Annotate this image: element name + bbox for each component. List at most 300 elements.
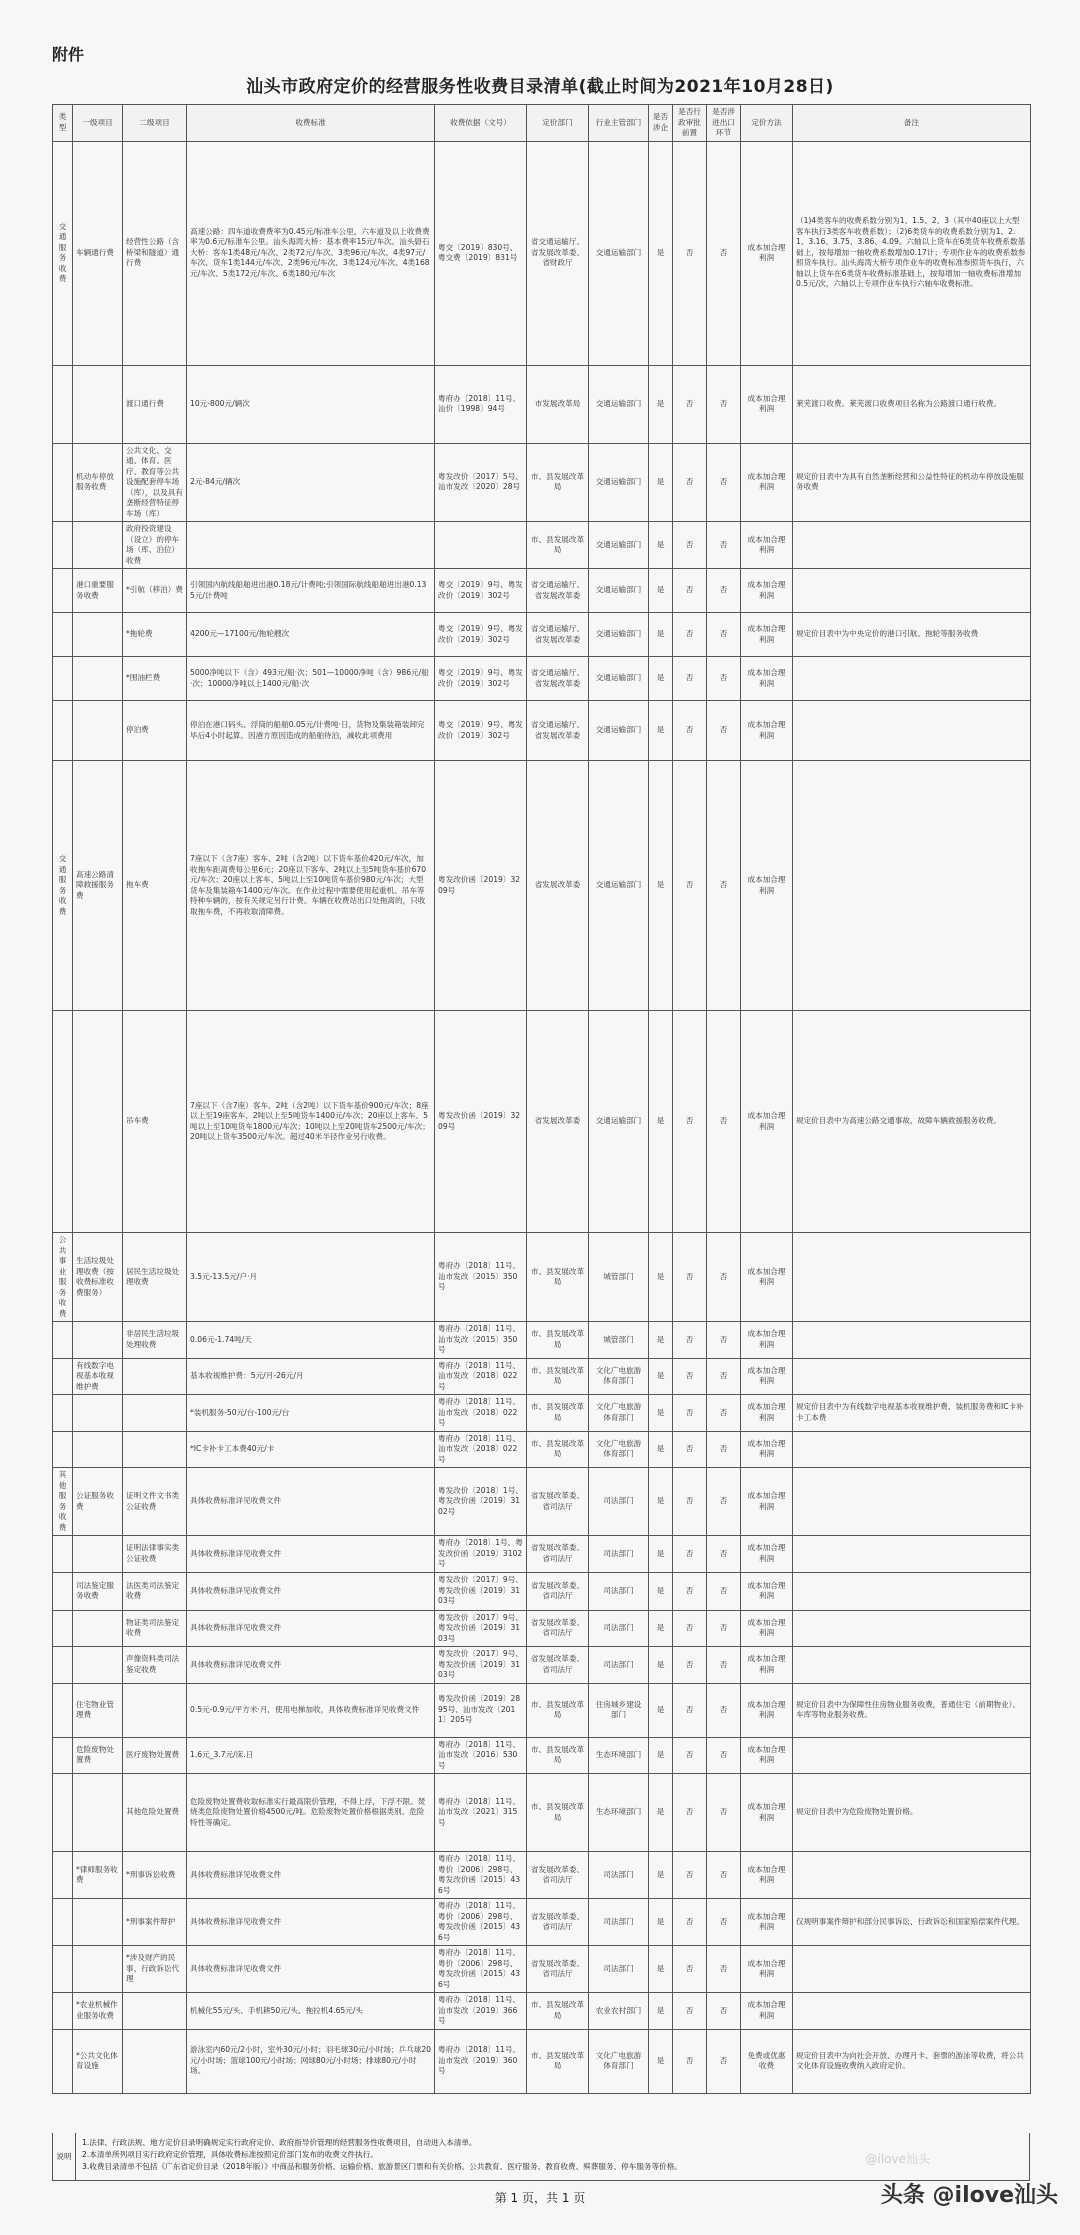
cell-basis: 粤发改价〔2018〕1号、粤发改价函〔2019〕3102号 — [435, 1468, 527, 1536]
cell-e1: 是 — [649, 1946, 673, 1993]
fee-table — [52, 104, 1031, 2094]
cell-e1: 是 — [649, 1468, 673, 1536]
cell-dept: 市、县发展改革局 — [527, 1322, 589, 1359]
cell-type — [53, 1536, 73, 1573]
cell-type — [53, 657, 73, 701]
cell-method: 成本加合理利润 — [741, 1395, 793, 1432]
cell-note — [793, 1322, 1031, 1359]
cell-basis: 粤交〔2019〕830号、粤交费〔2019〕831号 — [435, 141, 527, 365]
cell-basis: 粤交〔2019〕9号、粤发改价〔2019〕302号 — [435, 701, 527, 761]
cell-l1 — [73, 1431, 123, 1468]
cell-l2: 政府投资建设（设立）的停车场（库、泊位）收费 — [123, 522, 187, 569]
cell-e2: 否 — [673, 1993, 707, 2030]
cell-note: 规定价目表中为中央定价的港口引航、拖轮等服务收费 — [793, 613, 1031, 657]
watermark-faint: @ilove汕头 — [865, 2152, 930, 2166]
cell-l2: *引航（移泊）费 — [123, 569, 187, 613]
cell-e2: 否 — [673, 1647, 707, 1684]
table-row — [53, 1993, 1031, 2030]
cell-note — [793, 1852, 1031, 1899]
cell-e2: 否 — [673, 657, 707, 701]
cell-dept: 省发展改革委、省司法厅 — [527, 1946, 589, 1993]
cell-basis: 粤府办〔2018〕11号、粤价〔2006〕298号、粤发改价函〔2015〕436号 — [435, 1946, 527, 1993]
cell-e2: 否 — [673, 443, 707, 522]
header-cell: 行业主管部门 — [589, 105, 649, 142]
cell-dept: 省发展改革委 — [527, 761, 589, 1011]
header-cell: 定价部门 — [527, 105, 589, 142]
cell-method: 成本加合理利润 — [741, 1993, 793, 2030]
cell-l1: 司法鉴定服务收费 — [73, 1572, 123, 1610]
cell-type — [53, 1322, 73, 1359]
cell-dept: 省发展改革委、省司法厅 — [527, 1610, 589, 1647]
cell-ind: 司法部门 — [589, 1536, 649, 1573]
cell-l1 — [73, 701, 123, 761]
cell-type: 其他服务收费 — [53, 1468, 73, 1536]
cell-l1 — [73, 1395, 123, 1432]
table-row — [53, 443, 1031, 522]
cell-basis: 粤发改价〔2017〕5号、汕市发改〔2020〕28号 — [435, 443, 527, 522]
cell-ind: 交通运输部门 — [589, 522, 649, 569]
cell-l2: 法医类司法鉴定收费 — [123, 1572, 187, 1610]
cell-ind: 司法部门 — [589, 1610, 649, 1647]
table-row — [53, 701, 1031, 761]
cell-note: 莱芜渡口收费。莱芜渡口收费项目名称为公路渡口通行收费。 — [793, 365, 1031, 443]
cell-note — [793, 1431, 1031, 1468]
cell-method: 成本加合理利润 — [741, 613, 793, 657]
cell-method: 成本加合理利润 — [741, 1737, 793, 1774]
cell-e1: 是 — [649, 1683, 673, 1737]
cell-basis: 粤交〔2019〕9号、粤发改价〔2019〕302号 — [435, 569, 527, 613]
cell-e1: 是 — [649, 1358, 673, 1395]
cell-std — [187, 522, 435, 569]
cell-l1 — [73, 1647, 123, 1684]
page-title: 汕头市政府定价的经营服务性收费目录清单(截止时间为2021年10月28日) — [246, 77, 834, 97]
cell-e1: 是 — [649, 2029, 673, 2093]
cell-basis: 粤府办〔2018〕11号、粤价〔2006〕298号、粤发改价函〔2015〕436号 — [435, 1852, 527, 1899]
cell-note — [793, 1610, 1031, 1647]
cell-ind: 交通运输部门 — [589, 569, 649, 613]
cell-l2: 停泊费 — [123, 701, 187, 761]
cell-method: 成本加合理利润 — [741, 1647, 793, 1684]
cell-l1: 港口重要服务收费 — [73, 569, 123, 613]
cell-e3: 否 — [707, 1536, 741, 1573]
cell-note — [793, 761, 1031, 1011]
cell-dept: 市、县发展改革局 — [527, 2029, 589, 2093]
cell-method: 成本加合理利润 — [741, 1899, 793, 1946]
cell-dept: 市、县发展改革局 — [527, 522, 589, 569]
cell-ind: 文化广电旅游体育部门 — [589, 1395, 649, 1432]
cell-basis: 粤府办〔2018〕11号、汕市发改〔2018〕022号 — [435, 1358, 527, 1395]
cell-l1 — [73, 1011, 123, 1233]
cell-e3: 否 — [707, 141, 741, 365]
cell-type — [53, 1774, 73, 1852]
cell-l2 — [123, 1993, 187, 2030]
cell-l1 — [73, 1774, 123, 1852]
cell-ind: 交通运输部门 — [589, 761, 649, 1011]
cell-type — [53, 2029, 73, 2093]
cell-e2: 否 — [673, 1683, 707, 1737]
cell-dept: 省交通运输厅、省发展改革委 — [527, 657, 589, 701]
cell-note: 规定价目表中为向社会开放、办理月卡、套票的游泳等收费，将公共文化体育设施收费纳入政府定价。 — [793, 2029, 1031, 2093]
header-cell: 是否涉企 — [649, 105, 673, 142]
cell-std: 具体收费标准详见收费文件 — [187, 1536, 435, 1573]
cell-type — [53, 569, 73, 613]
cell-e1: 是 — [649, 657, 673, 701]
cell-type — [53, 1899, 73, 1946]
cell-e3: 否 — [707, 1683, 741, 1737]
header-cell: 收费标准 — [187, 105, 435, 142]
cell-std: 3.5元-13.5元/户·月 — [187, 1233, 435, 1322]
cell-std: 具体收费标准详见收费文件 — [187, 1852, 435, 1899]
cell-method: 成本加合理利润 — [741, 1610, 793, 1647]
cell-ind: 城管部门 — [589, 1233, 649, 1322]
cell-l2 — [123, 2029, 187, 2093]
cell-dept: 省交通运输厅、省发展改革委 — [527, 569, 589, 613]
cell-e3: 否 — [707, 1322, 741, 1359]
cell-basis: 粤府办〔2018〕11号、汕市发改〔2015〕350号 — [435, 1322, 527, 1359]
cell-e3: 否 — [707, 613, 741, 657]
cell-l1: 公证服务收费 — [73, 1468, 123, 1536]
cell-dept: 市、县发展改革局 — [527, 443, 589, 522]
cell-method: 成本加合理利润 — [741, 141, 793, 365]
cell-l2: *拖轮费 — [123, 613, 187, 657]
cell-note: 仅规明事案件辩护和部分民事诉讼、行政诉讼和国家赔偿案件代理。 — [793, 1899, 1031, 1946]
cell-l2: 居民生活垃圾处理收费 — [123, 1233, 187, 1322]
cell-e1: 是 — [649, 1431, 673, 1468]
cell-dept: 省发展改革委、省司法厅 — [527, 1468, 589, 1536]
cell-std: 高速公路：四车道收费费率为0.45元/标准车公里，六车道及以上收费费率为0.6元/标准车公里。汕头海湾大桥：基本费率15元/车次。汕头礐石大桥：客车1类48元/车次、2类72元/车次、3类96元/车次、4类97元/车次、货车1类144元/车次、2类96元/车次、3类124元/车次、4类168元/车次、5类172元/车次、6类180元/车次 — [187, 141, 435, 365]
cell-note — [793, 1946, 1031, 1993]
cell-basis: 粤发改价函〔2019〕2895号、汕市发改〔2011〕205号 — [435, 1683, 527, 1737]
cell-note: 规定价目表中为有线数字电视基本收视维护费、装机服务费和IC卡补卡工本费 — [793, 1395, 1031, 1432]
cell-e3: 否 — [707, 1233, 741, 1322]
cell-e1: 是 — [649, 141, 673, 365]
cell-l1 — [73, 365, 123, 443]
cell-method: 成本加合理利润 — [741, 1431, 793, 1468]
cell-note: 规定价目表中为危险废物处置价格。 — [793, 1774, 1031, 1852]
cell-e1: 是 — [649, 761, 673, 1011]
cell-method: 成本加合理利润 — [741, 569, 793, 613]
cell-l2: *刑事案件辩护 — [123, 1899, 187, 1946]
note-line: 3.收费目录清单不包括《广东省定价目录（2018年版）》中商品和服务价格、运输价格、旅游景区门票和有关价格、公共教育、医疗服务、教育收费、殡葬服务、停车服务等价格。 — [82, 2162, 682, 2171]
page-number: 第 1 页，共 1 页 — [494, 2191, 586, 2205]
header-row — [53, 105, 1031, 142]
cell-dept: 市发展改革局 — [527, 365, 589, 443]
cell-e2: 否 — [673, 1322, 707, 1359]
cell-e1: 是 — [649, 1536, 673, 1573]
cell-l1 — [73, 657, 123, 701]
cell-l2 — [123, 1395, 187, 1432]
cell-note — [793, 1233, 1031, 1322]
table-row — [53, 141, 1031, 365]
cell-ind: 司法部门 — [589, 1899, 649, 1946]
cell-basis: 粤发改价函〔2019〕3209号 — [435, 761, 527, 1011]
cell-ind: 司法部门 — [589, 1852, 649, 1899]
cell-l1: *律师服务收费 — [73, 1852, 123, 1899]
table-row — [53, 1233, 1031, 1322]
cell-std: 基本收视维护费：5元/月-26元/月 — [187, 1358, 435, 1395]
cell-dept: 省交通运输厅、省发展改革委、省财政厅 — [527, 141, 589, 365]
cell-note — [793, 1536, 1031, 1573]
cell-l1 — [73, 522, 123, 569]
cell-type: 交通服务收费 — [53, 761, 73, 1011]
cell-e3: 否 — [707, 1737, 741, 1774]
table-row — [53, 2029, 1031, 2093]
cell-l2: 其他危险处置费 — [123, 1774, 187, 1852]
cell-method: 成本加合理利润 — [741, 1468, 793, 1536]
table-row — [53, 657, 1031, 701]
cell-e3: 否 — [707, 1395, 741, 1432]
cell-l2: *涉及财产的民事、行政诉讼代理 — [123, 1946, 187, 1993]
cell-method: 成本加合理利润 — [741, 657, 793, 701]
table-row — [53, 1774, 1031, 1852]
cell-e3: 否 — [707, 1572, 741, 1610]
cell-basis: 粤府办〔2018〕11号、汕价〔1998〕94号 — [435, 365, 527, 443]
cell-basis: 粤发改价函〔2019〕3209号 — [435, 1011, 527, 1233]
note-line: 2.本清单所列项目实行政府定价管理，具体收费标准按照定价部门发布的收费文件执行。 — [82, 2150, 378, 2159]
cell-ind: 生态环境部门 — [589, 1774, 649, 1852]
cell-note — [793, 1737, 1031, 1774]
cell-e3: 否 — [707, 1610, 741, 1647]
table-row — [53, 1468, 1031, 1536]
cell-l1: 危险废物处置费 — [73, 1737, 123, 1774]
header-cell: 定价方法 — [741, 105, 793, 142]
cell-e3: 否 — [707, 443, 741, 522]
cell-ind: 司法部门 — [589, 1946, 649, 1993]
cell-ind: 文化广电旅游体育部门 — [589, 2029, 649, 2093]
cell-type — [53, 1011, 73, 1233]
cell-l1: 生活垃圾处理收费（按收费标准收费服务） — [73, 1233, 123, 1322]
cell-note — [793, 657, 1031, 701]
cell-dept: 市、县发展改革局 — [527, 1737, 589, 1774]
cell-l2: 物证类司法鉴定收费 — [123, 1610, 187, 1647]
cell-basis: 粤发改价〔2017〕9号、粤发改价函〔2019〕3103号 — [435, 1572, 527, 1610]
cell-e2: 否 — [673, 141, 707, 365]
cell-type: 交通服务收费 — [53, 141, 73, 365]
cell-l1 — [73, 613, 123, 657]
cell-e1: 是 — [649, 1572, 673, 1610]
cell-note: （1)4类客车的收费系数分别为1、1.5、2、3（其中40座以上大型客车执行3类客车收费系数）；（2)6类货车的收费系数分别为1、2.1、3.16、3.75、3.86、4.09。六轴以上货车在6类货车收费系数基础上，按每增加一轴收费系数增加0.17计；专项作业车的收费系数参照货车执行。汕头海湾大桥专项作业车的收费标准参照货车执行，六轴以上货车在6类货车收费标准基础上，按每增加一轴收费标准增加0.5元/次，六轴以上专项作业车执行六轴车收费标准。 — [793, 141, 1031, 365]
cell-type — [53, 1358, 73, 1395]
cell-basis: 粤府办〔2018〕1号、粤发改价函〔2019〕3102号 — [435, 1536, 527, 1573]
cell-type — [53, 1993, 73, 2030]
cell-type — [53, 1946, 73, 1993]
cell-e2: 否 — [673, 1011, 707, 1233]
cell-e2: 否 — [673, 1395, 707, 1432]
cell-l1: 车辆通行费 — [73, 141, 123, 365]
cell-e2: 否 — [673, 1358, 707, 1395]
cell-e2: 否 — [673, 2029, 707, 2093]
cell-l2: 渡口通行费 — [123, 365, 187, 443]
cell-e3: 否 — [707, 761, 741, 1011]
cell-ind: 司法部门 — [589, 1572, 649, 1610]
cell-dept: 市、县发展改革局 — [527, 1358, 589, 1395]
table-row — [53, 1322, 1031, 1359]
cell-type — [53, 1737, 73, 1774]
cell-dept: 市、县发展改革局 — [527, 1683, 589, 1737]
header-cell: 是否涉进出口环节 — [707, 105, 741, 142]
cell-e2: 否 — [673, 365, 707, 443]
table-row — [53, 1358, 1031, 1395]
table-row — [53, 1946, 1031, 1993]
cell-std: 2元-84元/辆次 — [187, 443, 435, 522]
cell-type: 公共事业服务收费 — [53, 1233, 73, 1322]
cell-note — [793, 522, 1031, 569]
table-row — [53, 1431, 1031, 1468]
cell-dept: 市、县发展改革局 — [527, 1233, 589, 1322]
cell-method: 成本加合理利润 — [741, 1233, 793, 1322]
cell-e3: 否 — [707, 1993, 741, 2030]
cell-e3: 否 — [707, 2029, 741, 2093]
watermark: 头条 @ilove汕头 — [880, 2183, 1058, 2208]
cell-std: 7座以下（含7座）客车、2吨（含2吨）以下货车基价420元/车次，加收拖车距离费每公里6元；20座以下客车、2吨以上至5吨货车基价670元/车次；20座以上客车、5吨以上至10吨货车基价980元/车次；大型货车及集装箱车1400元/车次。在作业过程中需要使用起重机、吊车等特种车辆的，按有关规定另行计费。车辆在收费站出口处拖离的，只收取拖车费，不再收取清障费。 — [187, 761, 435, 1011]
cell-std: 停泊在港口码头、浮筒的船舶0.05元/计费吨·日，货物及集装箱装卸完毕后4小时起算。因港方原因造成的船舶待泊，减收此项费用 — [187, 701, 435, 761]
cell-method: 成本加合理利润 — [741, 522, 793, 569]
cell-std: 具体收费标准详见收费文件 — [187, 1572, 435, 1610]
cell-l1: 高速公路清障救援服务费 — [73, 761, 123, 1011]
cell-std: 4200元—17100元/拖轮艘次 — [187, 613, 435, 657]
cell-e3: 否 — [707, 522, 741, 569]
cell-e3: 否 — [707, 1431, 741, 1468]
table-row — [53, 569, 1031, 613]
cell-e3: 否 — [707, 1647, 741, 1684]
cell-note — [793, 569, 1031, 613]
table-row — [53, 365, 1031, 443]
cell-e3: 否 — [707, 1899, 741, 1946]
cell-e1: 是 — [649, 1233, 673, 1322]
cell-type — [53, 522, 73, 569]
cell-basis: 粤府办〔2018〕11号、汕市发改〔2015〕350号 — [435, 1233, 527, 1322]
table-row — [53, 1683, 1031, 1737]
cell-dept: 市、县发展改革局 — [527, 1395, 589, 1432]
cell-ind: 城管部门 — [589, 1322, 649, 1359]
cell-dept: 省发展改革委、省司法厅 — [527, 1572, 589, 1610]
cell-method: 成本加合理利润 — [741, 1683, 793, 1737]
cell-l1 — [73, 1946, 123, 1993]
cell-dept: 市、县发展改革局 — [527, 1431, 589, 1468]
cell-std: 0.06元-1.74吨/天 — [187, 1322, 435, 1359]
cell-l1: 有线数字电视基本收视维护费 — [73, 1358, 123, 1395]
table-row — [53, 761, 1031, 1011]
cell-l2: 证明法律事实类公证收费 — [123, 1536, 187, 1573]
notes-label: 说明 — [53, 2133, 76, 2180]
cell-l1: *农业机械作业服务收费 — [73, 1993, 123, 2030]
cell-l2: *围油栏费 — [123, 657, 187, 701]
cell-std: 机械化55元/头、手机耕50元/头、拖拉机4.65元/头 — [187, 1993, 435, 2030]
cell-type — [53, 443, 73, 522]
cell-ind: 交通运输部门 — [589, 443, 649, 522]
cell-l2: 证明文件文书类公证收费 — [123, 1468, 187, 1536]
cell-dept: 市、县发展改革局 — [527, 1993, 589, 2030]
cell-std: 10元-800元/辆次 — [187, 365, 435, 443]
cell-ind: 交通运输部门 — [589, 365, 649, 443]
cell-basis: 粤府办〔2018〕11号、汕市发改〔2019〕360号 — [435, 2029, 527, 2093]
cell-e1: 是 — [649, 1610, 673, 1647]
cell-e2: 否 — [673, 1852, 707, 1899]
table-row — [53, 1572, 1031, 1610]
cell-note — [793, 1358, 1031, 1395]
cell-note — [793, 1647, 1031, 1684]
cell-e2: 否 — [673, 1737, 707, 1774]
cell-l1 — [73, 1536, 123, 1573]
cell-e3: 否 — [707, 1011, 741, 1233]
cell-basis: 粤府办〔2018〕11号、汕市发改〔2019〕366号 — [435, 1993, 527, 2030]
cell-e3: 否 — [707, 1468, 741, 1536]
cell-ind: 住房城乡建设部门 — [589, 1683, 649, 1737]
cell-e3: 否 — [707, 657, 741, 701]
cell-type — [53, 1852, 73, 1899]
cell-e1: 是 — [649, 569, 673, 613]
cell-l2 — [123, 1431, 187, 1468]
cell-dept: 省发展改革委、省司法厅 — [527, 1536, 589, 1573]
table-row — [53, 1852, 1031, 1899]
cell-e1: 是 — [649, 522, 673, 569]
cell-l2: *刑事诉讼收费 — [123, 1852, 187, 1899]
table-row — [53, 1647, 1031, 1684]
cell-method: 成本加合理利润 — [741, 1774, 793, 1852]
cell-l1: 机动车停放服务收费 — [73, 443, 123, 522]
cell-std: 具体收费标准详见收费文件 — [187, 1647, 435, 1684]
cell-std: 7座以下（含7座）客车、2吨（含2吨）以下货车基价900元/车次；8座以上至19座客车、2吨以上至5吨货车1400元/车次；20座以上客车、5吨以上至10吨货车1800元/车次；10吨以上至20吨货车2500元/车次；20吨以上货车3500元/车次。超过40米半径作业另行收费。 — [187, 1011, 435, 1233]
cell-method: 免费或优惠收费 — [741, 2029, 793, 2093]
header-cell: 备注 — [793, 105, 1031, 142]
cell-method: 成本加合理利润 — [741, 1852, 793, 1899]
cell-ind: 交通运输部门 — [589, 141, 649, 365]
cell-method: 成本加合理利润 — [741, 1358, 793, 1395]
cell-ind: 交通运输部门 — [589, 1011, 649, 1233]
header-cell: 是否行政审批前置 — [673, 105, 707, 142]
cell-e2: 否 — [673, 522, 707, 569]
note-line: 1.法律、行政法规、地方定价目录明确规定实行政府定价、政府指导价管理的经营服务性收费项目，自动进入本清单。 — [82, 2138, 477, 2147]
cell-ind: 文化广电旅游体育部门 — [589, 1358, 649, 1395]
cell-basis: 粤发改价〔2017〕9号、粤发改价函〔2019〕3103号 — [435, 1647, 527, 1684]
cell-dept: 省发展改革委、省司法厅 — [527, 1899, 589, 1946]
cell-l2 — [123, 1358, 187, 1395]
table-row — [53, 1610, 1031, 1647]
cell-std: 游泳室内60元/2小时，室外30元/小时；羽毛球30元/小时场；乒乓球20元/小时场；篮球100元/小时场；网球80元/小时场；排球80元/小时场。 — [187, 2029, 435, 2093]
cell-note — [793, 701, 1031, 761]
cell-ind: 交通运输部门 — [589, 657, 649, 701]
cell-std: *装机服务-50元/台-100元/台 — [187, 1395, 435, 1432]
cell-e2: 否 — [673, 1774, 707, 1852]
cell-e2: 否 — [673, 1468, 707, 1536]
cell-basis: 粤府办〔2018〕11号、汕市发改〔2018〕022号 — [435, 1431, 527, 1468]
cell-note: 规定价目表中为高速公路交通事故、故障车辆救援服务收费。 — [793, 1011, 1031, 1233]
cell-method: 成本加合理利润 — [741, 1011, 793, 1233]
cell-std: 具体收费标准详见收费文件 — [187, 1468, 435, 1536]
cell-ind: 司法部门 — [589, 1468, 649, 1536]
cell-e1: 是 — [649, 1322, 673, 1359]
cell-type — [53, 1647, 73, 1684]
cell-method: 成本加合理利润 — [741, 443, 793, 522]
cell-e1: 是 — [649, 701, 673, 761]
attachment-label: 附件 — [52, 45, 85, 64]
table-row — [53, 1737, 1031, 1774]
cell-l2: 非居民生活垃圾处理收费 — [123, 1322, 187, 1359]
cell-e2: 否 — [673, 1946, 707, 1993]
cell-e2: 否 — [673, 1536, 707, 1573]
cell-basis: 粤交〔2019〕9号、粤发改价〔2019〕302号 — [435, 613, 527, 657]
cell-l1 — [73, 1899, 123, 1946]
cell-type — [53, 1572, 73, 1610]
cell-ind: 司法部门 — [589, 1647, 649, 1684]
cell-type — [53, 365, 73, 443]
cell-std: 1.6元_3.7元/床.日 — [187, 1737, 435, 1774]
cell-e1: 是 — [649, 1647, 673, 1684]
cell-e1: 是 — [649, 1011, 673, 1233]
cell-e2: 否 — [673, 1899, 707, 1946]
cell-l1 — [73, 1610, 123, 1647]
cell-e2: 否 — [673, 1610, 707, 1647]
